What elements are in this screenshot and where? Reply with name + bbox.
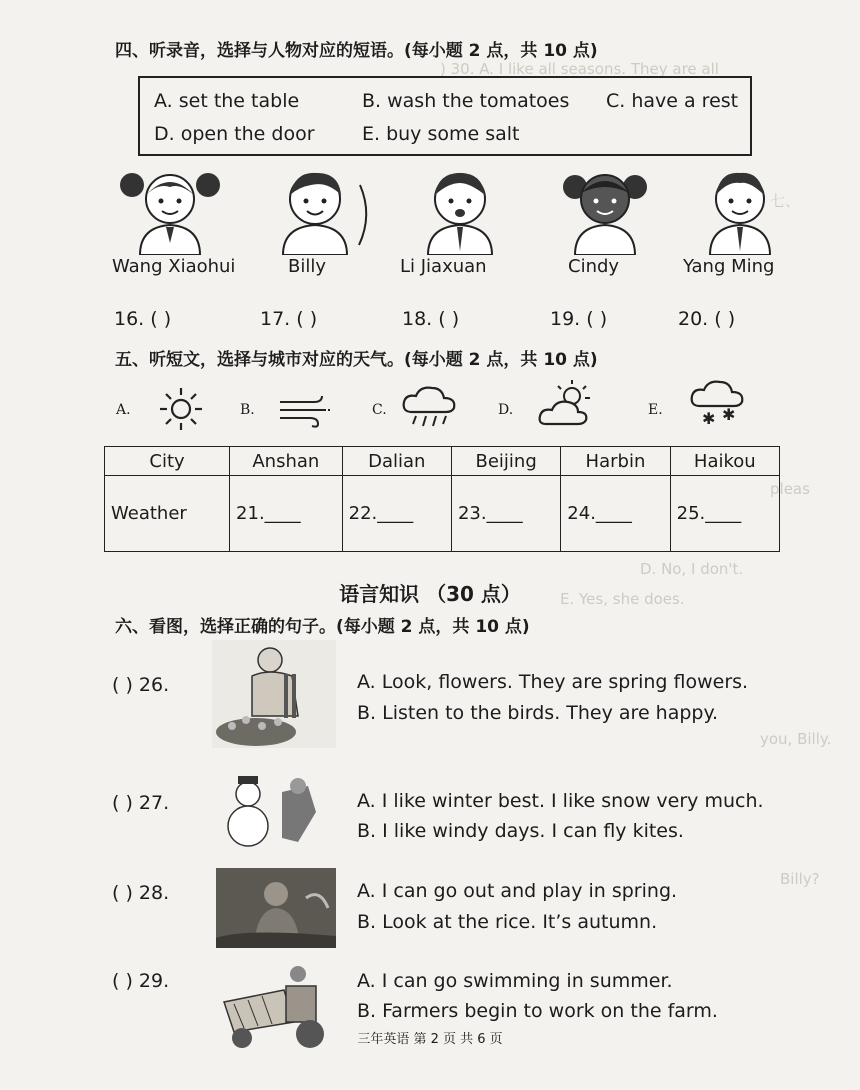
question-29-option-a[interactable]: A. I can go swimming in summer. xyxy=(357,970,673,992)
answer-blank-20[interactable]: 20. ( ) xyxy=(678,308,736,330)
sun-icon xyxy=(156,384,206,434)
rain-cloud-icon xyxy=(400,384,460,430)
rice-field-illustration xyxy=(216,868,336,948)
question-28-number[interactable]: ( ) 28. xyxy=(112,882,170,904)
city-weather-table xyxy=(104,446,780,552)
table-header-harbin: Harbin xyxy=(561,447,670,476)
boy-billy-icon xyxy=(255,165,375,255)
name-billy: Billy xyxy=(288,256,327,277)
answer-blank-22[interactable]: 22.____ xyxy=(342,476,451,552)
boy-li-jiaxuan-icon xyxy=(400,165,520,255)
answer-blank-23[interactable]: 23.____ xyxy=(451,476,560,552)
bleed-through-text: Billy? xyxy=(780,870,820,888)
question-27-option-a[interactable]: A. I like winter best. I like snow very much. xyxy=(357,790,764,812)
bleed-through-text: D. No, I don't. xyxy=(640,560,744,578)
girl-cindy-icon xyxy=(545,165,665,255)
snow-cloud-icon xyxy=(688,376,748,428)
table-row-label-weather: Weather xyxy=(105,476,230,552)
option-d: D. open the door xyxy=(154,123,315,145)
option-b: B. wash the tomatoes xyxy=(362,90,570,112)
snowman-illustration xyxy=(212,772,336,854)
bleed-through-text: 七、 xyxy=(770,192,801,210)
bleed-through-text: pleas xyxy=(770,480,810,498)
option-c: C. have a rest xyxy=(606,90,739,112)
svg-text:✱: ✱ xyxy=(722,405,736,424)
question-29-option-b[interactable]: B. Farmers begin to work on the farm. xyxy=(357,1000,718,1022)
option-e: E. buy some salt xyxy=(362,123,520,145)
name-yang-ming: Yang Ming xyxy=(683,256,775,277)
language-knowledge-heading: 语言知识 （30 点） xyxy=(339,582,521,606)
weather-letter-e: E. xyxy=(648,402,663,418)
question-27-number[interactable]: ( ) 27. xyxy=(112,792,170,814)
table-header-city: City xyxy=(105,447,230,476)
question-26-option-a[interactable]: A. Look, flowers. They are spring flowers. xyxy=(357,671,749,693)
question-28-option-a[interactable]: A. I can go out and play in spring. xyxy=(357,880,678,902)
table-header-anshan: Anshan xyxy=(230,447,343,476)
svg-text:✱: ✱ xyxy=(702,409,716,428)
question-29-number[interactable]: ( ) 29. xyxy=(112,970,170,992)
name-wang-xiaohui: Wang Xiaohui xyxy=(112,256,236,277)
answer-blank-18[interactable]: 18. ( ) xyxy=(402,308,460,330)
bleed-through-text: ) 30. A. I like all seasons. They are all xyxy=(440,60,719,78)
question-26-number[interactable]: ( ) 26. xyxy=(112,674,170,696)
table-header-dalian: Dalian xyxy=(342,447,451,476)
page-footer: 三年英语 第 2 页 共 6 页 xyxy=(357,1032,503,1047)
bleed-through-text: E. Yes, she does. xyxy=(560,590,685,608)
section-4-title: 四、听录音，选择与人物对应的短语。(每小题 2 点，共 10 点) xyxy=(115,41,598,61)
wind-icon xyxy=(276,392,332,428)
question-28-option-b[interactable]: B. Look at the rice. It’s autumn. xyxy=(357,911,658,933)
table-header-haikou: Haikou xyxy=(670,447,779,476)
option-a: A. set the table xyxy=(154,90,300,112)
bleed-through-text: you, Billy. xyxy=(760,730,832,748)
weather-letter-a: A. xyxy=(116,402,131,418)
answer-blank-21[interactable]: 21.____ xyxy=(230,476,343,552)
answer-blank-16[interactable]: 16. ( ) xyxy=(114,308,172,330)
name-li-jiaxuan: Li Jiaxuan xyxy=(400,256,487,277)
sun-behind-cloud-icon xyxy=(538,378,598,430)
answer-blank-24[interactable]: 24.____ xyxy=(561,476,670,552)
weather-letter-b: B. xyxy=(240,402,255,418)
girl-pigtails-icon xyxy=(110,165,230,255)
weather-letter-c: C. xyxy=(372,402,387,418)
answer-blank-17[interactable]: 17. ( ) xyxy=(260,308,318,330)
table-header-beijing: Beijing xyxy=(451,447,560,476)
question-27-option-b[interactable]: B. I like windy days. I can fly kites. xyxy=(357,820,684,842)
phrase-options-box xyxy=(138,76,752,156)
name-cindy: Cindy xyxy=(568,256,620,277)
section-6-title: 六、看图，选择正确的句子。(每小题 2 点，共 10 点) xyxy=(115,617,530,637)
garden-flowers-illustration xyxy=(212,640,336,748)
section-5-title: 五、听短文，选择与城市对应的天气。(每小题 2 点，共 10 点) xyxy=(115,350,598,370)
answer-blank-25[interactable]: 25.____ xyxy=(670,476,779,552)
answer-blank-19[interactable]: 19. ( ) xyxy=(550,308,608,330)
boy-yang-ming-icon xyxy=(680,165,800,255)
question-26-option-b[interactable]: B. Listen to the birds. They are happy. xyxy=(357,702,719,724)
weather-letter-d: D. xyxy=(498,402,514,418)
